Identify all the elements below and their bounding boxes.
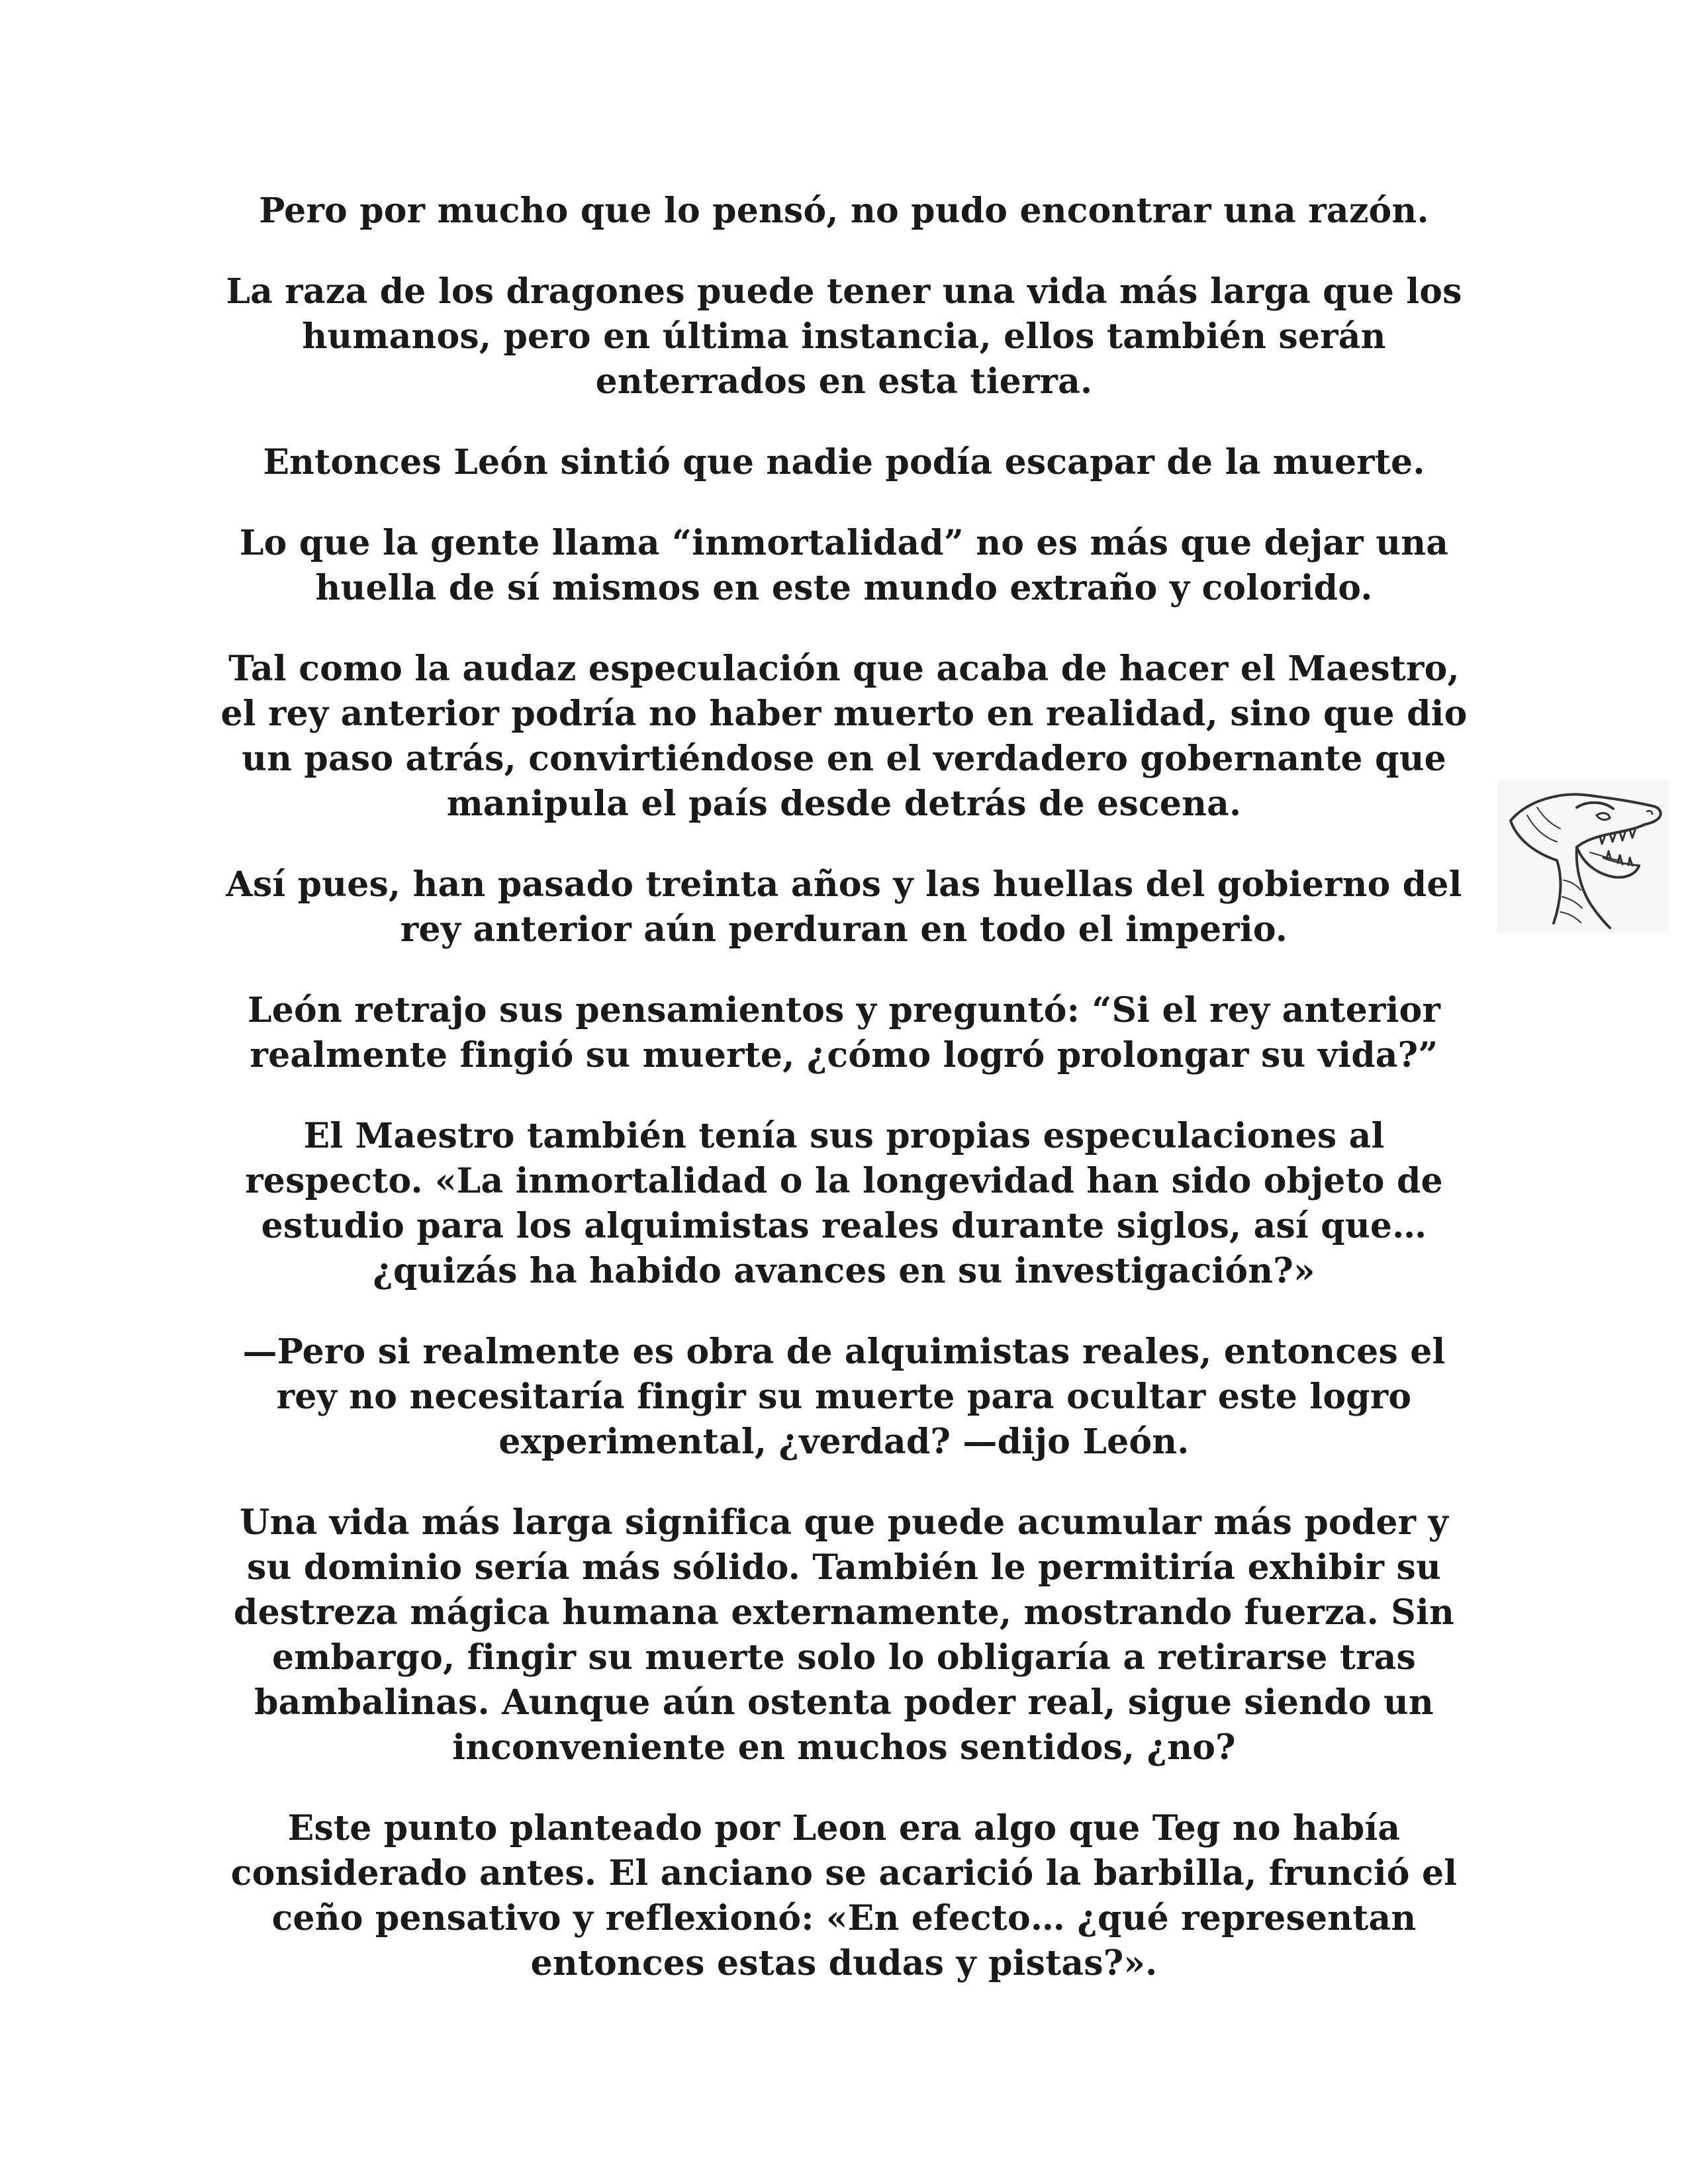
paragraph-7: León retrajo sus pensamientos y preguntó: “Si el rey anterior realmente fingió su muerte, ¿cómo logró prolongar su vida?” (247, 990, 1441, 1075)
paragraph-5: Tal como la audaz especulación que acaba de hacer el Maestro, el rey anterior podría no haber muerto en realidad, sino que dio un paso atrás, convirtiéndose en el verdadero gobernante que manipula el país desde detrás de escena. (220, 649, 1468, 824)
paragraph-2: La raza de los dragones puede tener una vida más larga que los humanos, pero en última instancia, ellos también serán enterrados en esta tierra. (226, 271, 1462, 402)
paragraph-4: Lo que la gente llama “inmortalidad” no es más que dejar una huella de sí mismos en este mundo extraño y colorido. (239, 523, 1449, 608)
paragraph-10: Una vida más larga significa que puede acumular más poder y su dominio sería más sólido. También le permitiría exhibir su destreza mágica humana externamente, mostrando fuerza. Sin embargo, fingir su muerte solo lo obligaría a retirarse tras bambalinas. Aunque aún ostenta poder real, sigue siendo un inconveniente en muchos sentidos, ¿no? (234, 1502, 1454, 1768)
dragon-head-sketch-icon (1497, 781, 1669, 933)
body-text (218, 189, 1470, 2022)
paragraph-11: Este punto planteado por Leon era algo que Teg no había considerado antes. El anciano se acarició la barbilla, frunció el ceño pensativo y reflexionó: «En efecto… ¿qué representan entonces estas dudas y pistas?». (230, 1808, 1458, 1983)
paragraph-1: Pero por mucho que lo pensó, no pudo encontrar una razón. (259, 191, 1429, 231)
paragraph-8: El Maestro también tenía sus propias especulaciones al respecto. «La inmortalidad o la longevidad han sido objeto de estudio para los alquimistas reales durante siglos, así que… ¿quizás ha habido avances en su investigación?» (245, 1116, 1443, 1291)
paragraph-3: Entonces León sintió que nadie podía escapar de la muerte. (263, 442, 1425, 482)
paragraph-9: —Pero si realmente es obra de alquimistas reales, entonces el rey no necesitaría fingir su muerte para ocultar este logro experimental, ¿verdad? —dijo León. (242, 1332, 1446, 1462)
paragraph-6: Así pues, han pasado treinta años y las huellas del gobierno del rey anterior aún perduran en todo el imperio. (226, 864, 1462, 950)
